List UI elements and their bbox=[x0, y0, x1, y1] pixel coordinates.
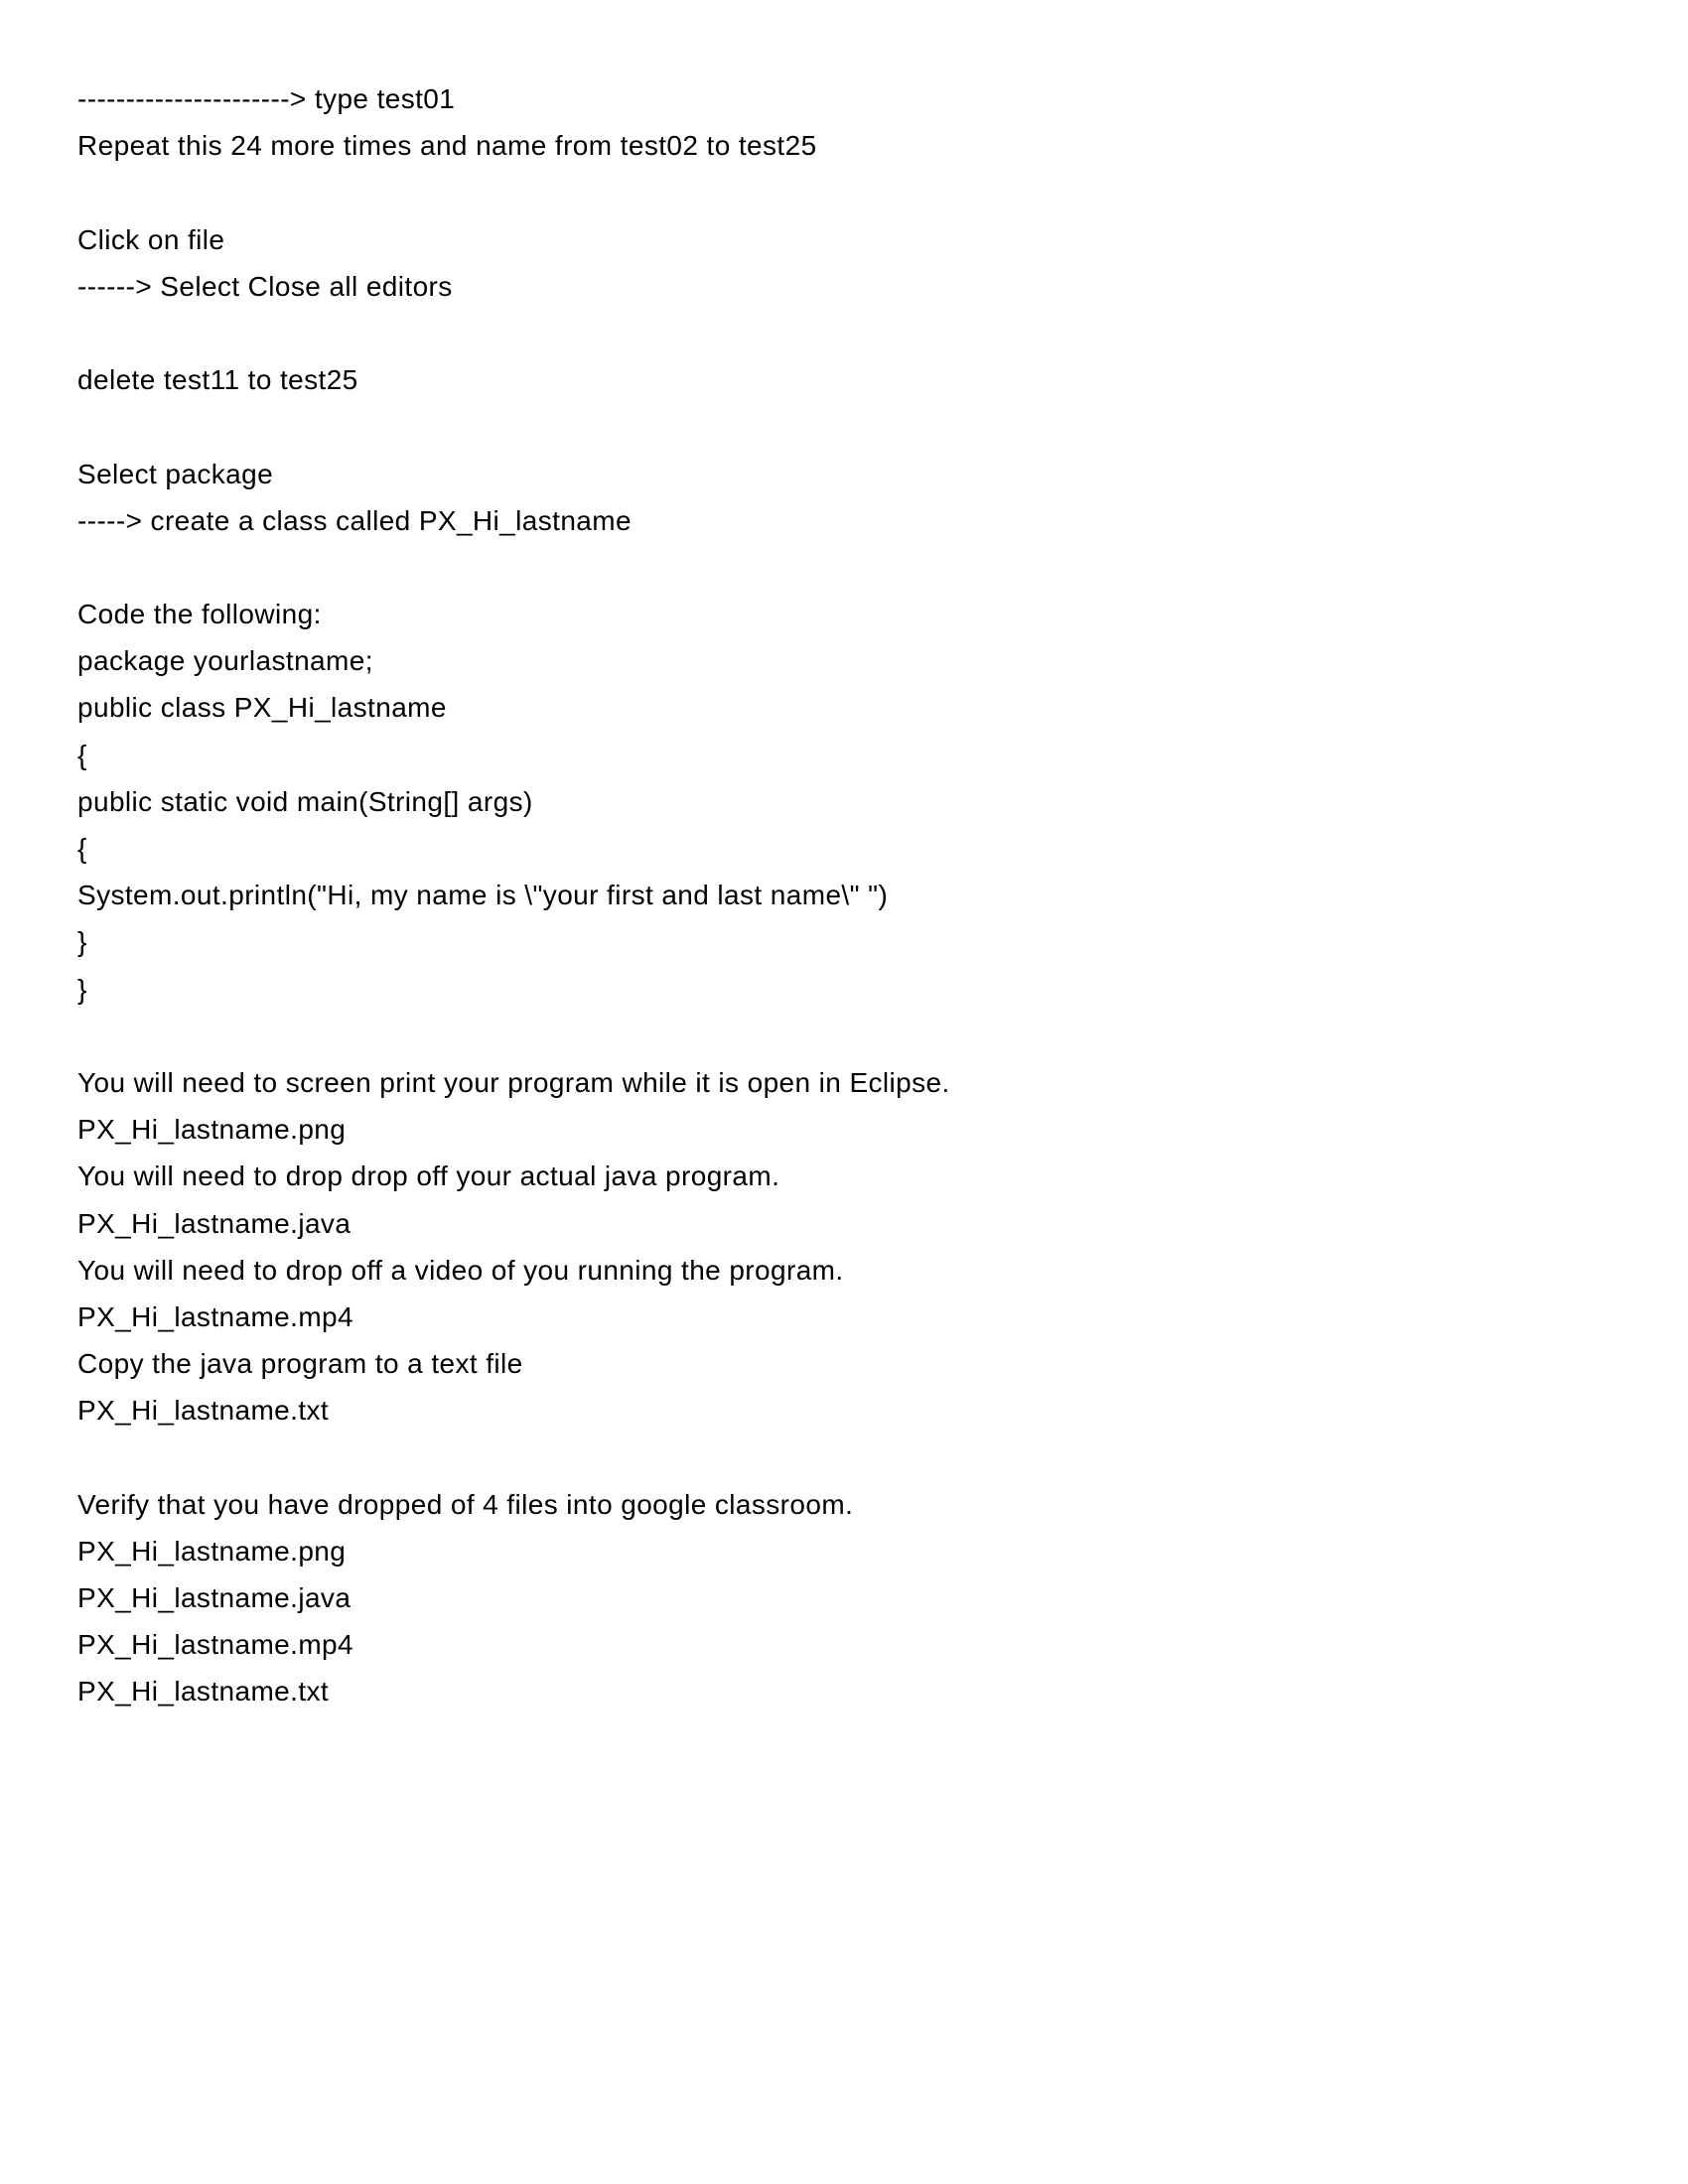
blank-line bbox=[77, 169, 950, 215]
text-line: You will need to drop drop off your actual java program. bbox=[77, 1160, 780, 1192]
blank-line bbox=[77, 1433, 950, 1480]
text-line: PX_Hi_lastname.png bbox=[77, 1114, 347, 1146]
text-line: System.out.println("Hi, my name is \"your first and last name\" ") bbox=[77, 880, 889, 911]
text-line: Verify that you have dropped of 4 files into google classroom. bbox=[77, 1488, 854, 1520]
text-line: PX_Hi_lastname.txt bbox=[77, 1395, 330, 1427]
document-text-block bbox=[77, 75, 950, 1715]
text-line: PX_Hi_lastname.png bbox=[77, 1535, 347, 1567]
text-line: Click on file bbox=[77, 223, 225, 255]
blank-line bbox=[77, 544, 950, 591]
text-line: delete test11 to test25 bbox=[77, 364, 358, 396]
text-line: PX_Hi_lastname.mp4 bbox=[77, 1300, 353, 1332]
text-line: Select package bbox=[77, 458, 274, 489]
text-line: public static void main(String[] args) bbox=[77, 785, 533, 817]
text-line: PX_Hi_lastname.java bbox=[77, 1207, 352, 1239]
blank-line bbox=[77, 310, 950, 356]
text-line: -----> create a class called PX_Hi_lastname bbox=[77, 504, 632, 536]
text-line: PX_Hi_lastname.mp4 bbox=[77, 1629, 353, 1661]
text-line: Code the following: bbox=[77, 599, 322, 630]
text-line: PX_Hi_lastname.txt bbox=[77, 1676, 330, 1707]
text-line: Copy the java program to a text file bbox=[77, 1348, 523, 1380]
text-line: PX_Hi_lastname.java bbox=[77, 1582, 352, 1613]
text-line: public class PX_Hi_lastname bbox=[77, 692, 447, 724]
text-line: { bbox=[77, 833, 87, 864]
text-line: package yourlastname; bbox=[77, 645, 373, 677]
blank-line bbox=[77, 403, 950, 450]
text-line: } bbox=[77, 973, 87, 1005]
text-line: Repeat this 24 more times and name from test02 to test25 bbox=[77, 130, 817, 162]
blank-line bbox=[77, 1013, 950, 1059]
text-line: ----------------------> type test01 bbox=[77, 83, 456, 114]
text-line: You will need to screen print your program while it is open in Eclipse. bbox=[77, 1066, 950, 1098]
text-line: } bbox=[77, 926, 87, 958]
text-line: ------> Select Close all editors bbox=[77, 270, 453, 302]
text-line: You will need to drop off a video of you running the program. bbox=[77, 1254, 844, 1286]
text-line: { bbox=[77, 739, 87, 770]
